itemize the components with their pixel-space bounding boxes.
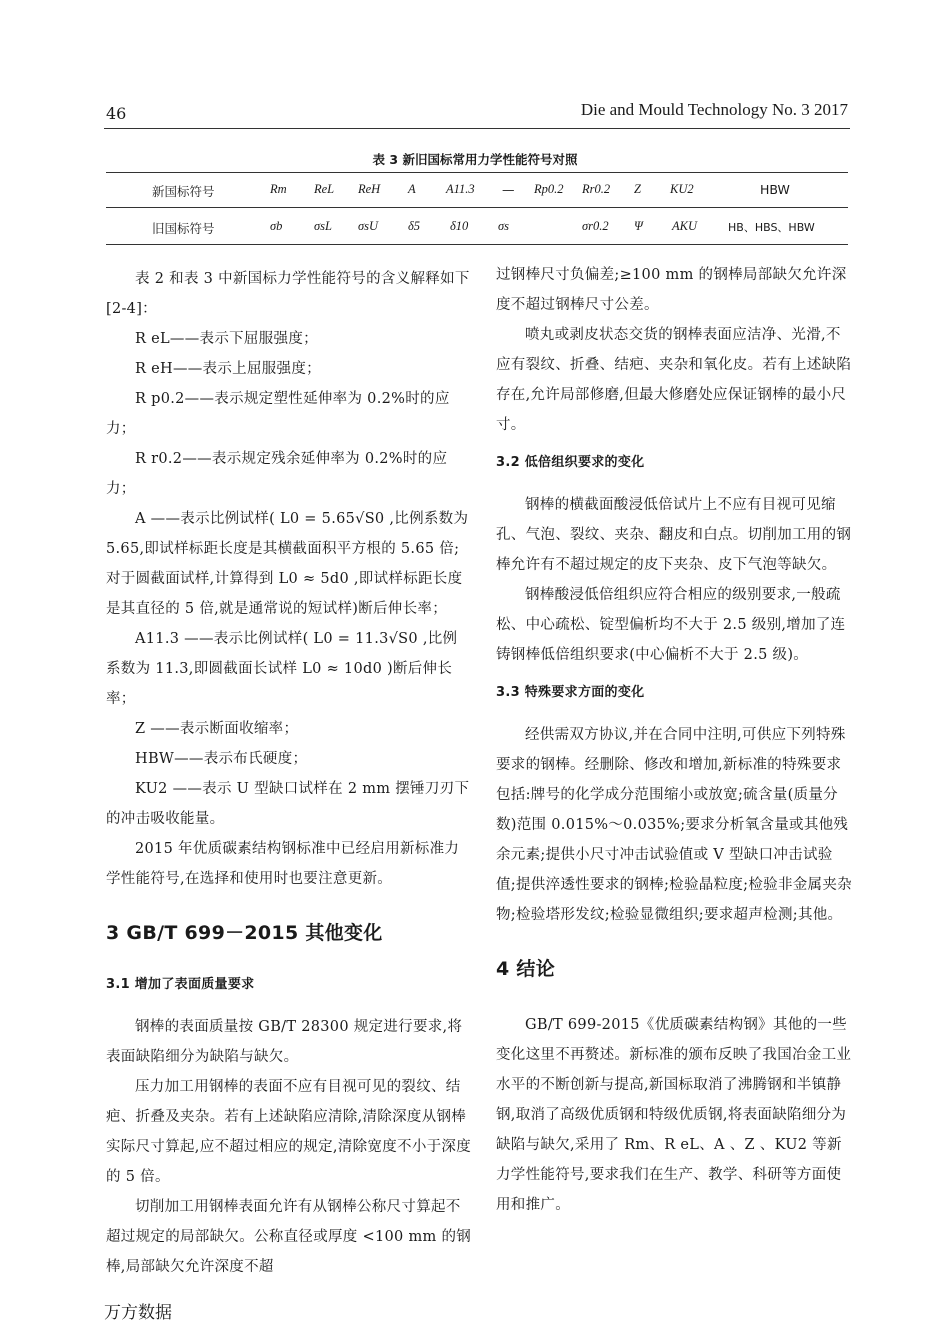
paragraph: 经供需双方协议,并在合同中注明,可供应下列特殊要求的钢棒。经删除、修改和增加,新标准的特殊要求包括:牌号的化学成分范围缩小或放宽;硫含量(质量分数)范围 0.015%～0.035%;要求分析氧含量或其他残余元素;提供小尺寸冲击试验值或 V 型缺口冲击试验值;提供淬透性要求的钢棒;检验晶粒度;检验非金属夹杂物;检验塔形发纹;检验显微组织;要求超声检测;其他。 (496, 727, 852, 923)
paragraph: 钢棒酸浸低倍组织应符合相应的级别要求,一般疏松、中心疏松、锭型偏析均不大于 2.5 级别,增加了连铸钢棒低倍组织要求(中心偏析不大于 2.5 级)。 (496, 587, 846, 663)
old-symbol-cell: HB、HBS、HBW (728, 221, 815, 234)
table-mid-rule (106, 207, 848, 208)
new-symbol-cell: KU2 (670, 182, 694, 196)
new-symbol-cell: A (408, 182, 416, 196)
old-symbol-cell: AKU (672, 219, 697, 233)
footer-watermark: 万方数据 (104, 1303, 172, 1323)
table-row-label-old: 旧国标符号 (152, 221, 215, 236)
right-column (496, 260, 852, 1220)
header-rule (104, 128, 850, 129)
old-symbol-cell: Ψ (634, 219, 643, 233)
paragraph: 压力加工用钢棒的表面不应有目视可见的裂纹、结疤、折叠及夹杂。若有上述缺陷应清除,清除深度从钢棒实际尺寸算起,应不超过相应的规定,清除宽度不小于深度的 5 倍。 (106, 1079, 472, 1185)
section-heading-3: 3 GB/T 699－2015 其他变化 (106, 922, 383, 944)
subsection-heading-3-3: 3.3 特殊要求方面的变化 (496, 685, 645, 700)
paragraph: GB/T 699-2015《优质碳素结构钢》其他的一些变化这里不再赘述。新标准的颁布反映了我国冶金工业水平的不断创新与提高,新国标取消了沸腾钢和半镇静钢,取消了高级优质钢和特级优质钢,将表面缺陷细分为缺陷与缺欠,采用了 Rm、R eL、A 、Z 、KU2 等新力学性能符号,要求我们在生产、教学、科研等方面使用和推广。 (496, 1017, 852, 1213)
definition-item: KU2 ——表示 U 型缺口试样在 2 mm 摆锤刀刃下的冲击吸收能量。 (106, 781, 470, 827)
new-symbol-cell: Rp0.2 (534, 182, 564, 196)
new-symbol-cell: ReH (358, 182, 381, 196)
table-caption: 表 3 新旧国标常用力学性能符号对照 (372, 152, 578, 167)
journal-title: Die and Mould Technology No. 3 2017 (580, 100, 848, 119)
paragraph: 表 2 和表 3 中新国标力学性能符号的含义解释如下[2-4]： (106, 271, 470, 317)
paragraph: 2015 年优质碳素结构钢标准中已经启用新标准力学性能符号,在选择和使用时也要注意更新。 (106, 841, 460, 887)
new-symbol-cell: Rr0.2 (582, 182, 611, 196)
definition-item: A11.3 ——表示比例试样( L0 = 11.3√S0 ,比例系数为 11.3,即圆截面长试样 L0 ≈ 10d0 )断后伸长率； (106, 631, 458, 707)
subsection-heading-3-1: 3.1 增加了表面质量要求 (106, 977, 255, 992)
new-symbol-cell: HBW (760, 182, 790, 197)
subsection-heading-3-2: 3.2 低倍组织要求的变化 (496, 455, 645, 470)
definition-item: R r0.2——表示规定残余延伸率为 0.2%时的应力； (106, 451, 448, 497)
paragraph: 切削加工用钢棒表面允许有从钢棒公称尺寸算起不超过规定的局部缺欠。公称直径或厚度 <100 mm 的钢棒,局部缺欠允许深度不超 (106, 1199, 472, 1275)
definition-item: A ——表示比例试样( L0 = 5.65√S0 ,比例系数为 5.65,即试样标距长度是其横截面积平方根的 5.65 倍;对于圆截面试样,计算得到 L0 ≈ 5d0 ,即试样标距长度是其直径的 5 倍,就是通常说的短试样)断后伸长率； (106, 511, 469, 617)
table-bottom-rule (106, 244, 848, 245)
table-top-rule (106, 172, 848, 173)
new-symbol-cell: A11.3 (446, 182, 475, 196)
definition-item: R p0.2——表示规定塑性延伸率为 0.2%时的应力； (106, 391, 450, 437)
paragraph: 钢棒的横截面酸浸低倍试片上不应有目视可见缩孔、气泡、裂纹、夹杂、翻皮和白点。切削加工用的钢棒允许有不超过规定的皮下夹杂、皮下气泡等缺欠。 (496, 497, 852, 573)
paragraph: 喷丸或剥皮状态交货的钢棒表面应洁净、光滑,不应有裂纹、折叠、结疤、夹杂和氧化皮。若有上述缺陷存在,允许局部修磨,但最大修磨处应保证钢棒的最小尺寸。 (496, 327, 852, 433)
new-symbol-cell: Rm (270, 182, 287, 196)
definition-item: HBW——表示布氏硬度； (135, 751, 308, 767)
old-symbol-cell: σr0.2 (582, 219, 609, 233)
old-symbol-cell: δ5 (408, 219, 421, 233)
table-row-label-new: 新国标符号 (152, 184, 215, 199)
definition-item: R eL——表示下屈服强度； (135, 331, 318, 347)
old-symbol-cell: σb (270, 219, 283, 233)
new-symbol-cell: ReL (314, 182, 335, 196)
new-symbol-cell: Z (634, 182, 641, 196)
new-symbol-cell: — (502, 182, 515, 197)
old-symbol-cell: δ10 (450, 219, 469, 233)
section-heading-4: 4 结论 (496, 958, 556, 980)
definition-item: Z ——表示断面收缩率； (135, 721, 299, 737)
definition-item: R eH——表示上屈服强度； (135, 361, 321, 377)
paragraph: 钢棒的表面质量按 GB/T 28300 规定进行要求,将表面缺陷细分为缺陷与缺欠。 (106, 1019, 463, 1065)
page-number: 46 (106, 104, 127, 123)
left-column (106, 264, 472, 1282)
old-symbol-cell: σs (498, 219, 510, 233)
old-symbol-cell: σsL (314, 219, 332, 233)
old-symbol-cell: σsU (358, 219, 379, 233)
paragraph: 过钢棒尺寸负偏差;≥100 mm 的钢棒局部缺欠允许深度不超过钢棒尺寸公差。 (496, 267, 847, 313)
